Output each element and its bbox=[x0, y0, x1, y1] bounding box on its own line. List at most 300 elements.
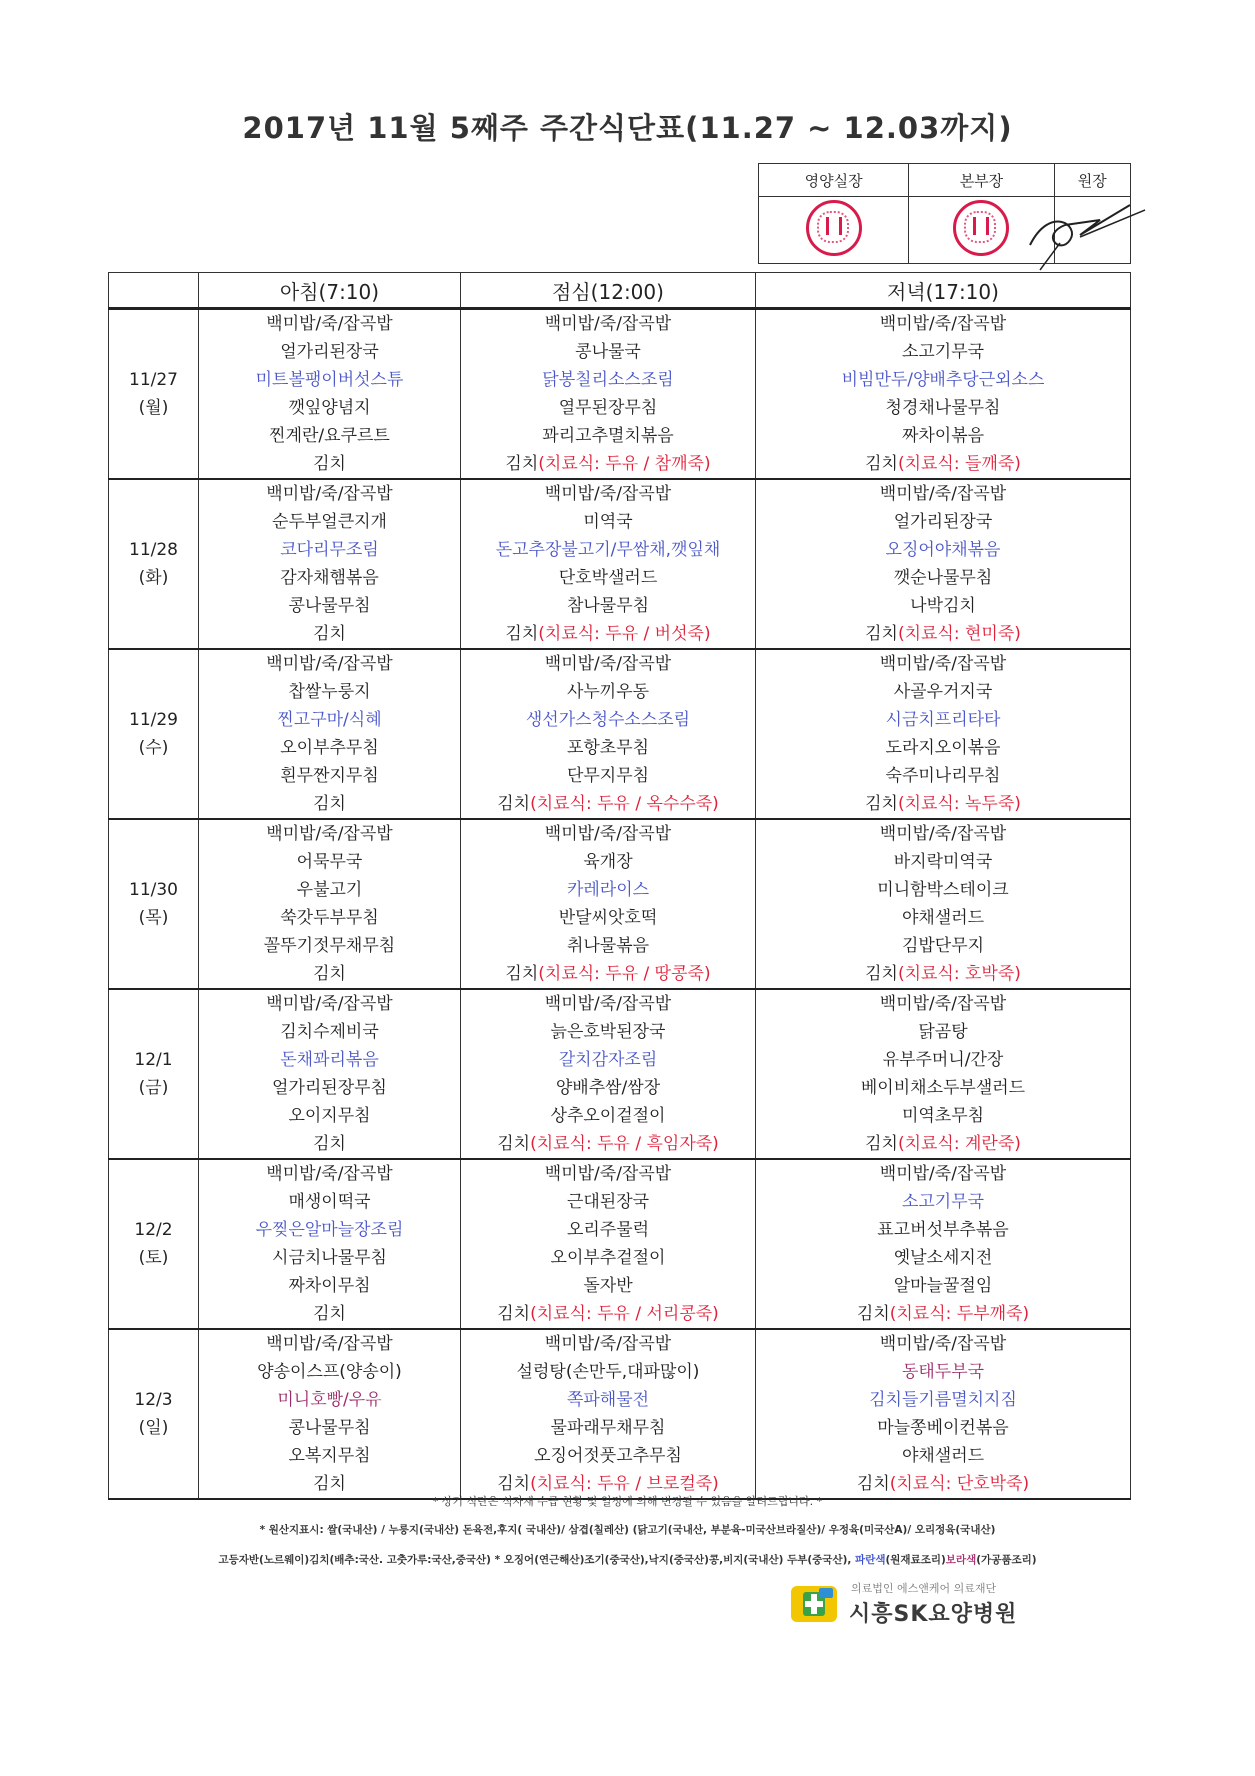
menu-item-name: 오징어젓풋고추무침 bbox=[534, 1446, 682, 1466]
lunch-cell bbox=[461, 479, 756, 649]
breakfast-cell bbox=[199, 989, 461, 1159]
menu-item bbox=[199, 734, 460, 762]
menu-item-name: 근대된장국 bbox=[566, 1192, 650, 1212]
menu-item-name: 백미밥/죽/잡곡밥 bbox=[544, 994, 672, 1014]
menu-item-name: 백미밥/죽/잡곡밥 bbox=[266, 314, 393, 334]
therapeutic-meal-note: (치료식: 단호박죽) bbox=[889, 1474, 1030, 1494]
menu-item bbox=[199, 762, 460, 790]
menu-item-name: 오이부추겉절이 bbox=[550, 1248, 666, 1268]
day-label-cell bbox=[109, 479, 199, 649]
day-label-cell bbox=[109, 819, 199, 989]
menu-item-name: 우불고기 bbox=[296, 880, 363, 900]
therapeutic-meal-note: (치료식: 두유 / 흑임자죽) bbox=[530, 1134, 719, 1154]
day-label-cell bbox=[109, 1329, 199, 1499]
menu-item-name: 꽈리고추멸치볶음 bbox=[542, 426, 674, 446]
legend-purple: 보라색 bbox=[945, 1554, 977, 1566]
lunch-cell bbox=[461, 309, 756, 480]
menu-item bbox=[199, 1188, 460, 1216]
therapeutic-meal-note: (치료식: 들깨죽) bbox=[897, 454, 1021, 474]
therapeutic-meal-note: (치료식: 계란죽) bbox=[897, 1134, 1021, 1154]
seal-stamp-icon bbox=[806, 200, 862, 256]
day-row bbox=[109, 989, 1131, 1159]
menu-item bbox=[199, 620, 460, 648]
menu-item bbox=[756, 310, 1130, 338]
menu-item bbox=[199, 394, 460, 422]
menu-item bbox=[199, 848, 460, 876]
menu-item-name: 백미밥/죽/잡곡밥 bbox=[544, 824, 672, 844]
menu-item-name: 양송이스프(양송이) bbox=[257, 1362, 402, 1382]
menu-item-name: 참나물무침 bbox=[566, 596, 650, 616]
menu-item bbox=[199, 904, 460, 932]
menu-item bbox=[199, 1046, 460, 1074]
lunch-cell bbox=[461, 989, 756, 1159]
dinner-cell bbox=[756, 479, 1131, 649]
menu-item bbox=[199, 508, 460, 536]
lunch-cell bbox=[461, 819, 756, 989]
menu-item-name: 카레라이스 bbox=[566, 880, 650, 900]
menu-item-name: 돈채꽈리볶음 bbox=[280, 1050, 379, 1070]
origin-line-2-main: 고등자반(노르웨이)김치(배추:국산. 고춧가루:국산,중국산) * 오징어(연근해산)조기(중국산),낙지(중국산)콩,비지(국내산) 두부(중국산), bbox=[218, 1554, 856, 1566]
menu-item bbox=[756, 706, 1130, 734]
menu-item bbox=[199, 1330, 460, 1358]
menu-item bbox=[756, 536, 1130, 564]
menu-item-name: 베이비채소두부샐러드 bbox=[860, 1078, 1026, 1098]
menu-item-name: 미니호빵/우유 bbox=[277, 1390, 382, 1410]
menu-item-name: 우찢은알마늘장조림 bbox=[255, 1220, 404, 1240]
day-date: 12/3 bbox=[134, 1390, 173, 1410]
menu-item-name: 소고기무국 bbox=[901, 1192, 985, 1212]
menu-item bbox=[461, 932, 755, 960]
day-label-cell bbox=[109, 309, 199, 480]
menu-item bbox=[756, 1414, 1130, 1442]
menu-item bbox=[756, 678, 1130, 706]
menu-item bbox=[756, 1216, 1130, 1244]
menu-item-name: 백미밥/죽/잡곡밥 bbox=[266, 994, 393, 1014]
menu-item-name: 유부주머니/간장 bbox=[882, 1050, 1004, 1070]
menu-item bbox=[756, 1358, 1130, 1386]
menu-item bbox=[461, 394, 755, 422]
menu-item-name: 돈고추장불고기/무쌈채,깻잎채 bbox=[495, 540, 721, 560]
menu-item-name: 미역국 bbox=[583, 512, 633, 532]
menu-item-name: 김치 bbox=[313, 1134, 346, 1154]
seal-cell-nutrition-chief bbox=[759, 197, 909, 264]
menu-item-name: 얼가리된장국 bbox=[280, 342, 379, 362]
menu-item bbox=[756, 480, 1130, 508]
menu-item bbox=[199, 960, 460, 988]
menu-item bbox=[461, 310, 755, 338]
menu-item bbox=[756, 592, 1130, 620]
menu-item bbox=[461, 564, 755, 592]
approval-header-division-head: 본부장 bbox=[909, 164, 1054, 197]
day-weekday: (금) bbox=[138, 1078, 169, 1098]
menu-item-name: 미역초무침 bbox=[901, 1106, 985, 1126]
menu-body bbox=[109, 309, 1131, 1500]
dinner-cell bbox=[756, 1159, 1131, 1329]
menu-item bbox=[756, 990, 1130, 1018]
menu-item bbox=[461, 1414, 755, 1442]
menu-item bbox=[199, 536, 460, 564]
menu-item-name: 상추오이겉절이 bbox=[550, 1106, 666, 1126]
approval-header-nutrition-chief: 영양실장 bbox=[759, 164, 909, 197]
menu-item-name: 열무된장무침 bbox=[558, 398, 658, 418]
dinner-cell bbox=[756, 649, 1131, 819]
day-date: 11/27 bbox=[129, 370, 178, 390]
lunch-cell bbox=[461, 1329, 756, 1499]
menu-item-name: 야채샐러드 bbox=[901, 1446, 985, 1466]
menu-item-name: 물파래무채무침 bbox=[550, 1418, 666, 1438]
hospital-name: 시흥SK요양병원 bbox=[849, 1602, 1018, 1627]
day-row bbox=[109, 1159, 1131, 1329]
menu-item bbox=[199, 990, 460, 1018]
menu-item-name: 취나물볶음 bbox=[566, 936, 650, 956]
day-date: 12/1 bbox=[134, 1050, 173, 1070]
menu-item bbox=[756, 1188, 1130, 1216]
menu-item bbox=[199, 422, 460, 450]
menu-item bbox=[756, 366, 1130, 394]
menu-item bbox=[756, 876, 1130, 904]
menu-item-name: 얼가리된장무침 bbox=[272, 1078, 387, 1098]
menu-item-name: 김치 bbox=[497, 1474, 531, 1494]
menu-item bbox=[199, 1358, 460, 1386]
menu-item bbox=[199, 338, 460, 366]
menu-item-name: 흰무짠지무침 bbox=[280, 766, 379, 786]
menu-item-name: 찐고구마/식혜 bbox=[277, 710, 382, 730]
menu-item-name: 깻순나물무침 bbox=[893, 568, 993, 588]
breakfast-cell bbox=[199, 479, 461, 649]
menu-item bbox=[199, 1018, 460, 1046]
menu-item-name: 늙은호박된장국 bbox=[550, 1022, 666, 1042]
menu-item bbox=[199, 820, 460, 848]
menu-item bbox=[461, 338, 755, 366]
header-dinner: 저녁(17:10) bbox=[756, 273, 1131, 309]
menu-item bbox=[199, 450, 460, 478]
menu-item-name: 김치 bbox=[313, 624, 346, 644]
menu-item bbox=[199, 650, 460, 678]
menu-item-name: 백미밥/죽/잡곡밥 bbox=[544, 314, 672, 334]
menu-item bbox=[756, 790, 1130, 818]
menu-item-name: 나박김치 bbox=[910, 596, 976, 616]
menu-item bbox=[461, 820, 755, 848]
day-date: 11/30 bbox=[129, 880, 178, 900]
menu-item-name: 오리주물럭 bbox=[566, 1220, 650, 1240]
menu-item-name: 오징어야채볶음 bbox=[885, 540, 1001, 560]
menu-item bbox=[461, 904, 755, 932]
menu-item bbox=[461, 1188, 755, 1216]
breakfast-cell bbox=[199, 309, 461, 480]
menu-item bbox=[199, 564, 460, 592]
menu-item bbox=[461, 366, 755, 394]
menu-item bbox=[461, 876, 755, 904]
menu-item bbox=[461, 990, 755, 1018]
menu-item-name: 김치 bbox=[497, 794, 531, 814]
menu-item-name: 김치 bbox=[865, 964, 898, 984]
weekly-menu-table bbox=[108, 272, 1131, 1500]
menu-item-name: 백미밥/죽/잡곡밥 bbox=[879, 484, 1007, 504]
menu-item-name: 백미밥/죽/잡곡밥 bbox=[544, 1164, 672, 1184]
therapeutic-meal-note: (치료식: 녹두죽) bbox=[897, 794, 1021, 814]
menu-item bbox=[756, 1244, 1130, 1272]
menu-item-name: 김치 bbox=[313, 454, 346, 474]
day-date: 11/29 bbox=[129, 710, 178, 730]
menu-item-name: 콩나물무침 bbox=[288, 1418, 371, 1438]
menu-item-name: 백미밥/죽/잡곡밥 bbox=[266, 1334, 393, 1354]
menu-item-name: 김치 bbox=[497, 1134, 531, 1154]
menu-item bbox=[461, 762, 755, 790]
menu-item bbox=[461, 1074, 755, 1102]
breakfast-cell bbox=[199, 819, 461, 989]
menu-item-name: 김치 bbox=[505, 964, 539, 984]
menu-item-name: 미트볼팽이버섯스튜 bbox=[255, 370, 404, 390]
menu-item-name: 얼가리된장국 bbox=[893, 512, 993, 532]
corner-cell bbox=[109, 273, 199, 309]
menu-item-name: 어묵무국 bbox=[296, 852, 363, 872]
seal-stamp-icon bbox=[953, 200, 1009, 256]
menu-item-name: 김치 bbox=[856, 1304, 890, 1324]
menu-item bbox=[461, 1244, 755, 1272]
dinner-cell bbox=[756, 819, 1131, 989]
menu-item-name: 사골우거지국 bbox=[893, 682, 993, 702]
menu-item-name: 시금치프리타타 bbox=[885, 710, 1001, 730]
dinner-cell bbox=[756, 1329, 1131, 1499]
menu-item bbox=[756, 620, 1130, 648]
menu-item bbox=[461, 1130, 755, 1158]
menu-item-name: 찹쌀누룽지 bbox=[288, 682, 371, 702]
menu-item-name: 백미밥/죽/잡곡밥 bbox=[544, 1334, 672, 1354]
therapeutic-meal-note: (치료식: 두부깨죽) bbox=[889, 1304, 1030, 1324]
hospital-subtitle: 의료법인 에스앤케어 의료재단 bbox=[851, 1582, 997, 1595]
header-breakfast: 아침(7:10) bbox=[199, 273, 461, 309]
header-lunch: 점심(12:00) bbox=[461, 273, 756, 309]
menu-item bbox=[756, 848, 1130, 876]
menu-item-name: 백미밥/죽/잡곡밥 bbox=[266, 1164, 393, 1184]
menu-item-name: 김치 bbox=[313, 964, 346, 984]
day-label-cell bbox=[109, 989, 199, 1159]
menu-item bbox=[199, 366, 460, 394]
menu-item bbox=[199, 592, 460, 620]
menu-item-name: 쑥갓두부무침 bbox=[280, 908, 379, 928]
legend-purple-desc: (가공품조리) bbox=[976, 1554, 1037, 1566]
menu-item bbox=[199, 1300, 460, 1328]
menu-item bbox=[199, 310, 460, 338]
menu-item-name: 김치 bbox=[856, 1474, 890, 1494]
menu-item-name: 백미밥/죽/잡곡밥 bbox=[266, 654, 393, 674]
breakfast-cell bbox=[199, 1329, 461, 1499]
menu-item-name: 청경채나물무침 bbox=[885, 398, 1001, 418]
menu-item-name: 알마늘꿀절임 bbox=[893, 1276, 993, 1296]
day-date: 12/2 bbox=[134, 1220, 173, 1240]
menu-item-name: 백미밥/죽/잡곡밥 bbox=[879, 994, 1007, 1014]
menu-item-name: 백미밥/죽/잡곡밥 bbox=[879, 824, 1007, 844]
menu-item bbox=[199, 932, 460, 960]
menu-item-name: 백미밥/죽/잡곡밥 bbox=[879, 314, 1007, 334]
therapeutic-meal-note: (치료식: 두유 / 땅콩죽) bbox=[538, 964, 711, 984]
origin-line-1: * 원산지표시: 쌀(국내산) / 누룽지(국내산) 돈육전,후지( 국내산)/ 삼겹(칠레산) (닭고기(국내산, 부분육-미국산브라질산)/ 우정육(미국산A)/ 오리정육(국내산) bbox=[259, 1524, 996, 1536]
menu-item-name: 김치 bbox=[865, 794, 898, 814]
menu-item-name: 김치 bbox=[865, 624, 898, 644]
menu-item bbox=[461, 650, 755, 678]
menu-item bbox=[756, 450, 1130, 478]
menu-item-name: 백미밥/죽/잡곡밥 bbox=[266, 824, 393, 844]
menu-item bbox=[461, 1046, 755, 1074]
breakfast-cell bbox=[199, 1159, 461, 1329]
menu-item bbox=[199, 1074, 460, 1102]
approval-header-director: 원장 bbox=[1054, 164, 1130, 197]
menu-item bbox=[199, 1442, 460, 1470]
menu-item-name: 옛날소세지전 bbox=[893, 1248, 993, 1268]
menu-item-name: 도라지오이볶음 bbox=[885, 738, 1001, 758]
dinner-cell bbox=[756, 989, 1131, 1159]
menu-item bbox=[461, 1330, 755, 1358]
menu-item-name: 콩나물무침 bbox=[288, 596, 371, 616]
breakfast-cell bbox=[199, 649, 461, 819]
menu-item bbox=[461, 1216, 755, 1244]
menu-item bbox=[461, 450, 755, 478]
therapeutic-meal-note: (치료식: 두유 / 옥수수죽) bbox=[530, 794, 719, 814]
menu-item bbox=[756, 1130, 1130, 1158]
menu-item bbox=[756, 1046, 1130, 1074]
menu-item-name: 김치 bbox=[865, 454, 898, 474]
menu-item-name: 시금치나물무침 bbox=[272, 1248, 387, 1268]
menu-item-name: 김치들기름멸치지짐 bbox=[869, 1390, 1017, 1410]
menu-item-name: 돌자반 bbox=[583, 1276, 633, 1296]
day-row bbox=[109, 1329, 1131, 1499]
menu-item bbox=[461, 706, 755, 734]
menu-item-name: 단호박샐러드 bbox=[558, 568, 658, 588]
day-label-cell bbox=[109, 649, 199, 819]
menu-item bbox=[461, 1358, 755, 1386]
day-weekday: (토) bbox=[138, 1248, 169, 1268]
menu-item-name: 생선가스청수소스조림 bbox=[525, 710, 691, 730]
menu-item-name: 백미밥/죽/잡곡밥 bbox=[879, 1334, 1007, 1354]
menu-item-name: 백미밥/죽/잡곡밥 bbox=[879, 1164, 1007, 1184]
menu-item bbox=[461, 1442, 755, 1470]
menu-item bbox=[756, 422, 1130, 450]
therapeutic-meal-note: (치료식: 두유 / 버섯죽) bbox=[538, 624, 711, 644]
menu-item-name: 백미밥/죽/잡곡밥 bbox=[544, 654, 672, 674]
menu-item bbox=[461, 422, 755, 450]
menu-item bbox=[199, 1216, 460, 1244]
menu-item bbox=[461, 508, 755, 536]
day-date: 11/28 bbox=[129, 540, 178, 560]
menu-item bbox=[461, 620, 755, 648]
menu-item-name: 반달씨앗호떡 bbox=[558, 908, 658, 928]
menu-item bbox=[199, 790, 460, 818]
menu-item bbox=[756, 564, 1130, 592]
hospital-logo bbox=[789, 1580, 1079, 1632]
change-notice: * 상기 식단은 식자재 수급 현황 및 일정에 의해 변경될 수 있음을 알려드립니다. * bbox=[432, 1495, 823, 1508]
menu-item bbox=[199, 1414, 460, 1442]
menu-item bbox=[461, 1160, 755, 1188]
menu-item-name: 깻잎양념지 bbox=[288, 398, 371, 418]
therapeutic-meal-note: (치료식: 두유 / 서리콩죽) bbox=[530, 1304, 719, 1324]
day-row bbox=[109, 479, 1131, 649]
day-row bbox=[109, 309, 1131, 480]
menu-item-name: 김치 bbox=[313, 1304, 346, 1324]
menu-item-name: 짜차이무침 bbox=[288, 1276, 371, 1296]
menu-item-name: 닭곰탕 bbox=[918, 1022, 968, 1042]
therapeutic-meal-note: (치료식: 두유 / 브로컬죽) bbox=[530, 1474, 719, 1494]
menu-item-name: 바지락미역국 bbox=[893, 852, 993, 872]
menu-item-name: 백미밥/죽/잡곡밥 bbox=[266, 484, 393, 504]
menu-item bbox=[461, 960, 755, 988]
menu-item-name: 사누끼우동 bbox=[566, 682, 650, 702]
day-weekday: (수) bbox=[138, 738, 169, 758]
origin-line-2 bbox=[0, 1552, 1255, 1567]
menu-item bbox=[756, 1160, 1130, 1188]
menu-item-name: 콩나물국 bbox=[575, 342, 641, 362]
menu-item bbox=[756, 508, 1130, 536]
day-label-cell bbox=[109, 1159, 199, 1329]
menu-item bbox=[461, 1272, 755, 1300]
menu-item-name: 숙주미나리무침 bbox=[885, 766, 1001, 786]
day-row bbox=[109, 649, 1131, 819]
menu-item-name: 단무지무침 bbox=[566, 766, 650, 786]
menu-item-name: 갈치감자조림 bbox=[558, 1050, 658, 1070]
therapeutic-meal-note: (치료식: 현미죽) bbox=[897, 624, 1021, 644]
menu-item bbox=[461, 1300, 755, 1328]
menu-item-name: 김치 bbox=[497, 1304, 531, 1324]
menu-item bbox=[756, 1442, 1130, 1470]
day-weekday: (목) bbox=[138, 908, 169, 928]
menu-item-name: 비빔만두/양배추당근외소스 bbox=[841, 370, 1045, 390]
menu-item-name: 야채샐러드 bbox=[901, 908, 985, 928]
menu-item bbox=[756, 932, 1130, 960]
menu-item-name: 소고기무국 bbox=[901, 342, 985, 362]
menu-item-name: 감자채햄볶음 bbox=[280, 568, 379, 588]
menu-item-name: 김치 bbox=[505, 454, 539, 474]
menu-item bbox=[756, 394, 1130, 422]
menu-item bbox=[461, 592, 755, 620]
menu-item-name: 짜차이볶음 bbox=[901, 426, 985, 446]
menu-item-name: 김치 bbox=[313, 794, 346, 814]
menu-item bbox=[199, 1160, 460, 1188]
menu-item-name: 찐계란/요쿠르트 bbox=[269, 426, 390, 446]
menu-item-name: 오이부추무침 bbox=[280, 738, 379, 758]
day-weekday: (화) bbox=[138, 568, 169, 588]
menu-item-name: 꼴뚜기젓무채무침 bbox=[263, 936, 396, 956]
menu-item bbox=[199, 678, 460, 706]
menu-item bbox=[461, 848, 755, 876]
therapeutic-meal-note: (치료식: 호박죽) bbox=[897, 964, 1021, 984]
menu-item-name: 코다리무조림 bbox=[280, 540, 379, 560]
menu-item-name: 백미밥/죽/잡곡밥 bbox=[544, 484, 672, 504]
menu-item-name: 매생이떡국 bbox=[288, 1192, 371, 1212]
menu-item bbox=[756, 960, 1130, 988]
signature-icon bbox=[1020, 185, 1160, 285]
menu-item-name: 백미밥/죽/잡곡밥 bbox=[879, 654, 1007, 674]
menu-item bbox=[756, 820, 1130, 848]
menu-item-name: 미니함박스테이크 bbox=[877, 880, 1009, 900]
legend-blue: 파란색 bbox=[855, 1554, 886, 1566]
legend-blue-desc: (원재료조리) bbox=[885, 1554, 946, 1566]
menu-item bbox=[461, 1102, 755, 1130]
menu-item bbox=[756, 650, 1130, 678]
menu-item-name: 양배추쌈/쌈장 bbox=[555, 1078, 661, 1098]
menu-item bbox=[756, 734, 1130, 762]
menu-item bbox=[199, 1272, 460, 1300]
menu-item bbox=[756, 1074, 1130, 1102]
menu-item bbox=[756, 1386, 1130, 1414]
menu-item-name: 동태두부국 bbox=[901, 1362, 985, 1382]
menu-item bbox=[199, 1102, 460, 1130]
menu-item bbox=[461, 536, 755, 564]
menu-item-name: 설렁탕(손만두,대파많이) bbox=[516, 1362, 700, 1382]
menu-item bbox=[461, 678, 755, 706]
menu-item bbox=[199, 1244, 460, 1272]
menu-item bbox=[756, 904, 1130, 932]
menu-item bbox=[461, 734, 755, 762]
menu-item bbox=[756, 1300, 1130, 1328]
